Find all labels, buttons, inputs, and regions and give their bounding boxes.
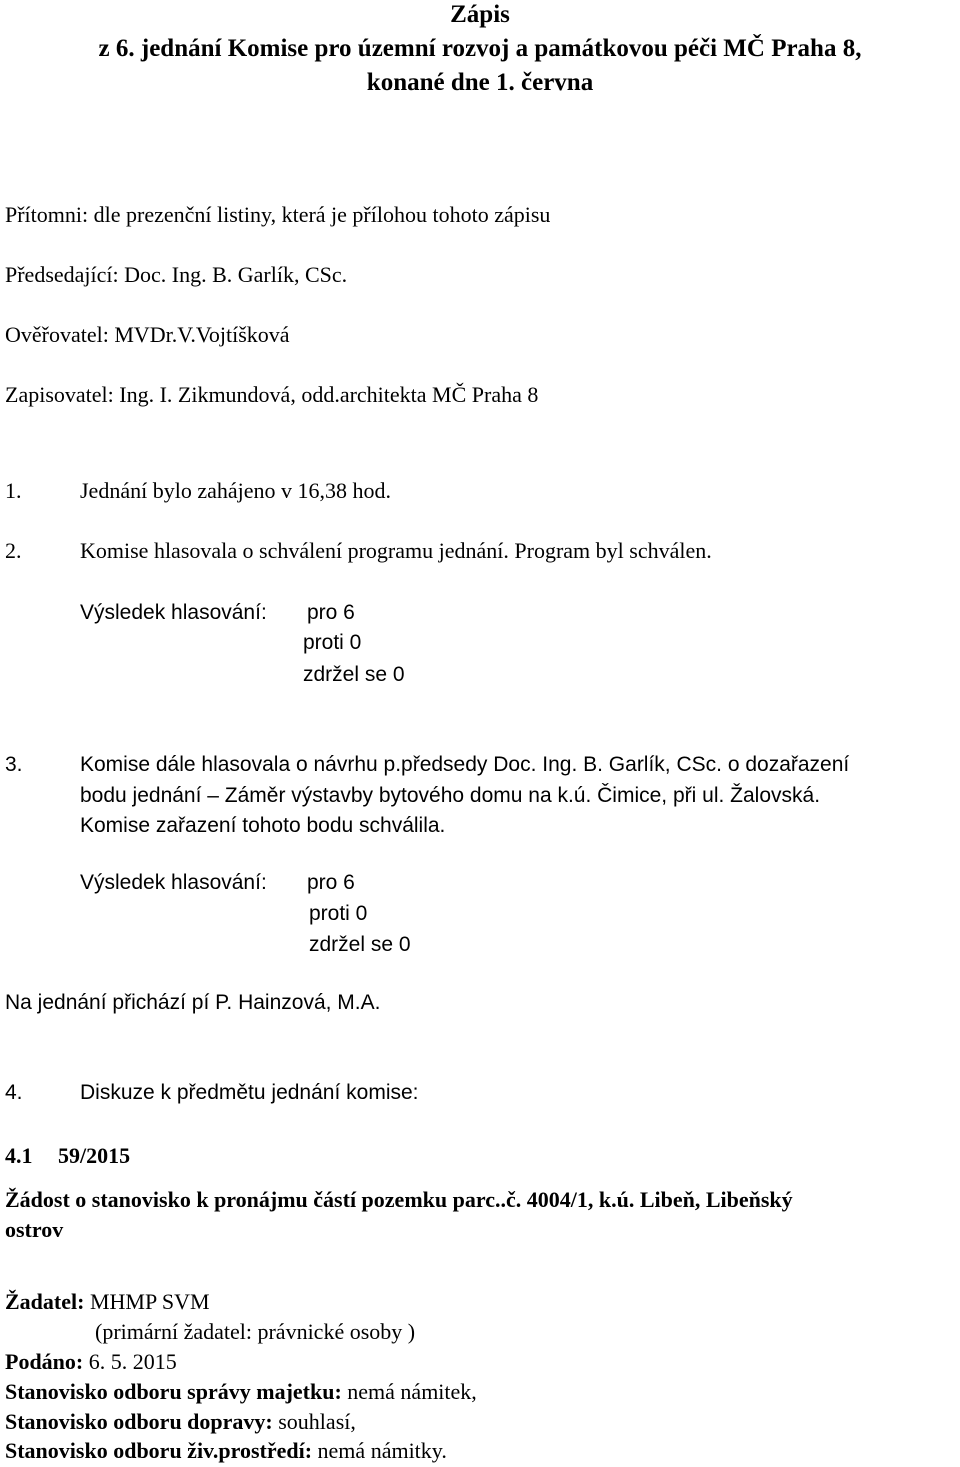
present-line: Přítomni: dle prezenční listiny, která je přílohou tohoto zápisu (5, 202, 551, 227)
case-number: 4.1 (5, 1143, 33, 1168)
opinion-transport-line (5, 1409, 356, 1435)
chair-line: Předsedající: Doc. Ing. B. Garlík, CSc. (5, 262, 348, 287)
opinion-transport-value: souhlasí, (272, 1409, 356, 1434)
applicant-label: Žadatel: (5, 1289, 85, 1314)
vote-2-label: Výsledek hlasování: (80, 871, 267, 894)
case-reference: 59/2015 (58, 1143, 131, 1168)
item-1-number: 1. (5, 478, 22, 503)
item-3-line-2: bodu jednání – Záměr výstavby bytového domu na k.ú. Čimice, při ul. Žalovská. (80, 784, 821, 807)
applicant-line (5, 1289, 210, 1315)
case-subject-line-2: ostrov (5, 1217, 64, 1242)
vote-2-pro: pro 6 (307, 871, 355, 894)
opinion-property-label: Stanovisko odboru správy majetku: (5, 1379, 342, 1404)
applicant-note: (primární žadatel: právnické osoby ) (95, 1319, 416, 1344)
vote-1-zdrzel: zdržel se 0 (303, 663, 405, 686)
applicant-value: MHMP SVM (84, 1289, 210, 1314)
recorder-line: Zapisovatel: Ing. I. Zikmundová, odd.architekta MČ Praha 8 (5, 382, 539, 407)
opinion-env-label: Stanovisko odboru živ.prostředí: (5, 1438, 313, 1463)
filed-label: Podáno: (5, 1349, 84, 1374)
item-1-text: Jednání bylo zahájeno v 16,38 hod. (80, 478, 391, 503)
opinion-env-value: nemá námitky. (312, 1438, 447, 1463)
item-2-number: 2. (5, 538, 22, 563)
vote-1-label: Výsledek hlasování: (80, 601, 267, 624)
vote-1-proti: proti 0 (303, 631, 362, 654)
opinion-env-line (5, 1438, 447, 1464)
opinion-property-line (5, 1379, 477, 1405)
item-4-number: 4. (5, 1081, 23, 1104)
arrival-note: Na jednání přichází pí P. Hainzová, M.A. (5, 991, 381, 1014)
vote-2-proti: proti 0 (309, 902, 368, 925)
vote-1-pro: pro 6 (307, 601, 355, 624)
item-3-line-3: Komise zařazení tohoto bodu schválila. (80, 814, 446, 837)
item-3-line-1: Komise dále hlasovala o návrhu p.předsedy Doc. Ing. B. Garlík, CSc. o dozařazení (80, 753, 850, 776)
opinion-transport-label: Stanovisko odboru dopravy: (5, 1409, 273, 1434)
item-2-text: Komise hlasovala o schválení programu jednání. Program byl schválen. (80, 538, 712, 563)
meeting-subtitle: z 6. jednání Komise pro územní rozvoj a památkovou péči MČ Praha 8, (98, 35, 862, 62)
meeting-date: konané dne 1. června (366, 69, 594, 96)
document-title: Zápis (450, 1, 510, 28)
case-subject-line-1: Žádost o stanovisko k pronájmu částí pozemku parc..č. 4004/1, k.ú. Libeň, Libeňský (5, 1187, 793, 1212)
item-3-number: 3. (5, 753, 23, 776)
filed-value: 6. 5. 2015 (83, 1349, 177, 1374)
opinion-property-value: nemá námitek, (341, 1379, 477, 1404)
filed-line (5, 1349, 177, 1375)
item-4-text: Diskuze k předmětu jednání komise: (80, 1081, 419, 1104)
verifier-line: Ověřovatel: MVDr.V.Vojtíšková (5, 322, 290, 347)
vote-2-zdrzel: zdržel se 0 (309, 933, 411, 956)
